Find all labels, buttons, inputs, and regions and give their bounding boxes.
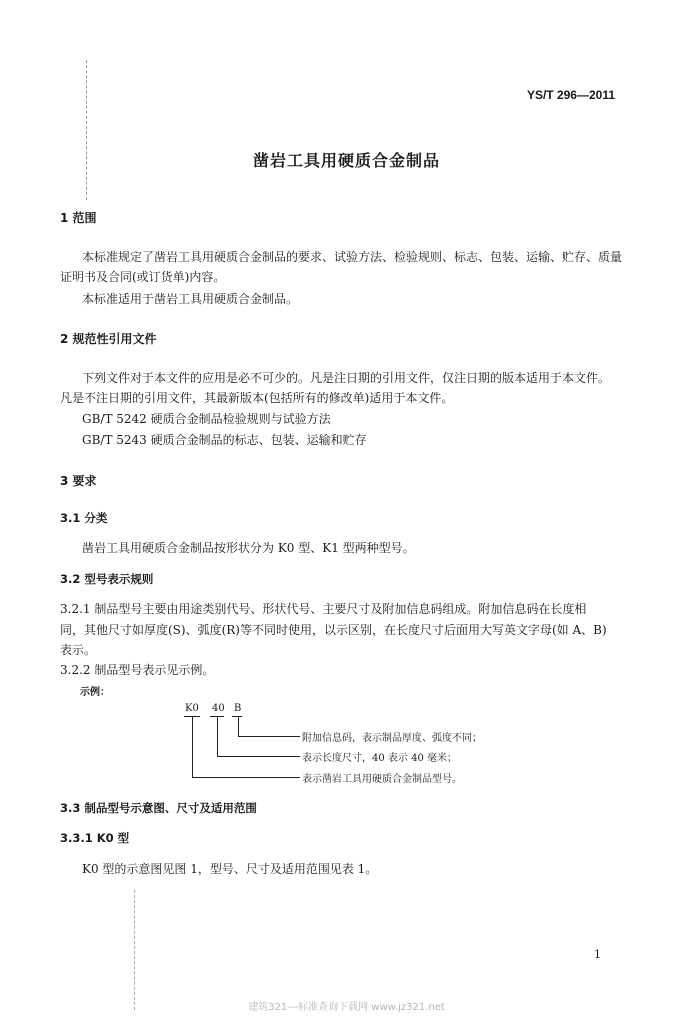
standard-number: YS/T 296—2011 [526, 88, 615, 102]
example-code-40: 40 [212, 703, 225, 714]
section-3-2-heading: 3.2 型号表示规则 [60, 572, 154, 586]
section-3-2-1-line-3: 表示。 [60, 643, 97, 657]
page-number: 1 [594, 948, 601, 961]
section-1-para-1-line-2: 证明书及合同(或订货单)内容。 [60, 270, 226, 284]
section-3-2-2-text: 3.2.2 制品型号表示见示例。 [60, 663, 215, 677]
section-3-2-1-line-2: 同，其他尺寸如厚度(S)、弧度(R)等不同时使用，以示区别，在长度尺寸后面用大写英文字母(如 A、B) [60, 623, 607, 637]
underline-b [232, 716, 242, 717]
section-3-3-1-text: K0 型的示意图见图 1，型号、尺寸及适用范围见表 1。 [82, 862, 378, 876]
document-title: 凿岩工具用硬质合金制品 [252, 151, 440, 170]
example-label-40: 表示长度尺寸，40 表示 40 毫米； [302, 753, 457, 764]
reference-gb-t-5242: GB/T 5242 硬质合金制品检验规则与试验方法 [82, 412, 331, 426]
leader-b-horizontal [238, 736, 300, 737]
example-label: 示例： [80, 687, 110, 698]
example-code-b: B [234, 703, 242, 714]
leader-k0-vertical [192, 716, 193, 778]
section-2-para-line-1: 下列文件对于本文件的应用是必不可少的。凡是注日期的引用文件，仅注日期的版本适用于本文件。 [82, 371, 611, 385]
section-1-para-2: 本标准适用于凿岩工具用硬质合金制品。 [82, 292, 299, 306]
watermark: 建筑321---标准查询下载网 www.jz321.net [248, 1002, 445, 1013]
section-1-para-1-line-1: 本标准规定了凿岩工具用硬质合金制品的要求、试验方法、检验规则、标志、包装、运输、贮存、质量 [82, 250, 623, 264]
leader-40-vertical [217, 716, 218, 757]
leader-k0-horizontal [192, 777, 300, 778]
reference-gb-t-5243: GB/T 5243 硬质合金制品的标志、包装、运输和贮存 [82, 433, 367, 447]
section-1-heading: 1 范围 [60, 211, 97, 225]
leader-b-vertical [238, 716, 239, 737]
section-3-2-1-line-1: 3.2.1 制品型号主要由用途类别代号、形状代号、主要尺寸及附加信息码组成。附加信息码在长度相 [60, 602, 587, 616]
example-label-k0: 表示凿岩工具用硬质合金制品型号。 [302, 774, 462, 785]
binding-margin-marks-bottom [134, 890, 136, 1010]
section-3-3-heading: 3.3 制品型号示意图、尺寸及适用范围 [60, 801, 257, 815]
section-3-3-1-heading: 3.3.1 K0 型 [60, 831, 130, 845]
leader-40-horizontal [217, 756, 300, 757]
example-label-b: 附加信息码，表示制品厚度、弧度不同； [302, 733, 482, 744]
section-2-heading: 2 规范性引用文件 [60, 332, 157, 346]
binding-margin-marks [86, 60, 88, 200]
example-code-k0: K0 [185, 703, 199, 714]
section-2-para-line-2: 凡是不注日期的引用文件，其最新版本(包括所有的修改单)适用于本文件。 [60, 391, 454, 405]
section-3-1-text: 凿岩工具用硬质合金制品按形状分为 K0 型、K1 型两种型号。 [82, 541, 415, 555]
section-3-1-heading: 3.1 分类 [60, 511, 108, 525]
section-3-heading: 3 要求 [60, 474, 97, 488]
